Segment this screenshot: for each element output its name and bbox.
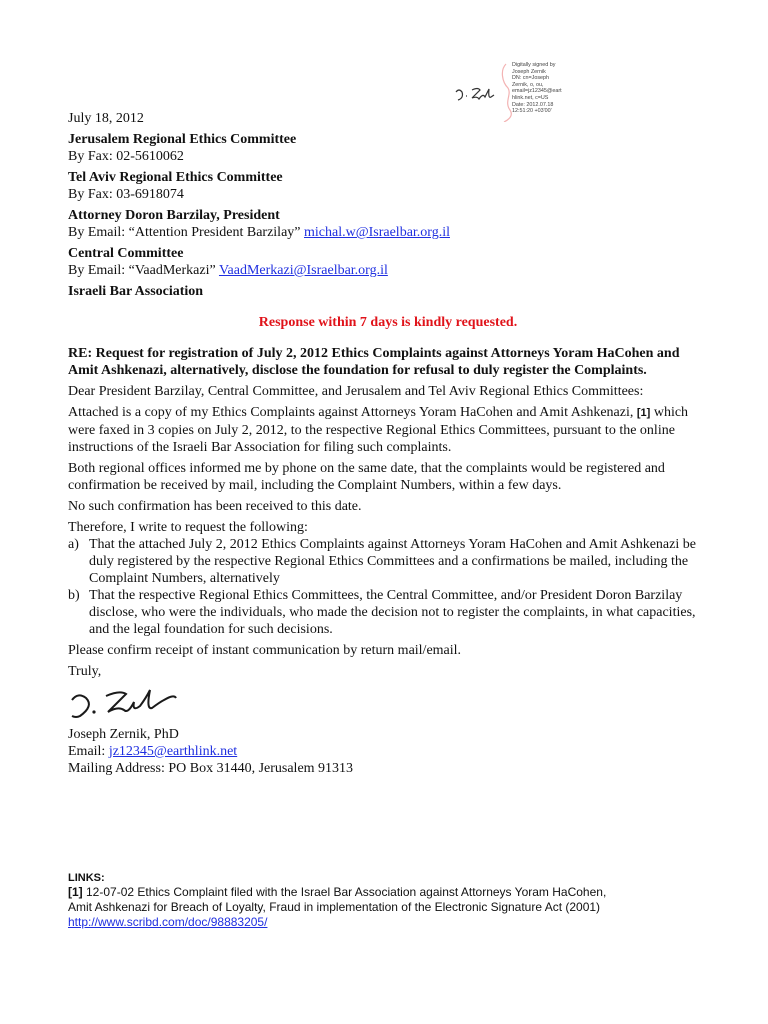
signature-detail-line: hlink.net, c=US <box>512 94 549 101</box>
handwritten-signature <box>68 680 708 726</box>
scribd-document-link[interactable]: http://www.scribd.com/doc/98883205/ <box>68 915 268 929</box>
paragraph-text: Attached is a copy of my Ethics Complaints against Attorneys Yoram HaCohen and Amit Ashkenazi, <box>68 405 637 420</box>
organization-name: Israeli Bar Association <box>68 284 204 299</box>
recipient-contact-prefix: By Email: “VaadMerkazi” <box>68 263 219 278</box>
recipient-jerusalem <box>68 131 708 165</box>
signature-detail-line: Zernik, o, ou, <box>512 81 544 88</box>
salutation: Dear President Barzilay, Central Committee, and Jerusalem and Tel Aviv Regional Ethics Committees: <box>68 384 644 399</box>
mailing-address: Mailing Address: PO Box 31440, Jerusalem 91313 <box>68 761 354 776</box>
recipient-contact: By Fax: 03-6918074 <box>68 187 184 202</box>
signer-email <box>68 743 708 760</box>
reference-marker: [1] <box>636 407 651 419</box>
recipient-name: Central Committee <box>68 246 184 261</box>
signature-detail-line: Date: 2012.07.18 <box>512 101 554 108</box>
link-reference-line <box>68 885 708 900</box>
links-heading: LINKS: <box>68 872 105 884</box>
paragraph-confirm-receipt: Please confirm receipt of instant communication by return mail/email. <box>68 643 462 658</box>
subject-line: RE: Request for registration of July 2, 2012 Ethics Complaints against Attorneys Yoram HaCohen and Amit Ashkenazi, alternatively, disclose the foundation for refusal to duly register the Complaints. <box>68 346 680 378</box>
recipient-contact-prefix: By Email: “Attention President Barzilay” <box>68 225 304 240</box>
request-text: That the respective Regional Ethics Committees, the Central Committee, and/or President Doron Barzilay disclose, who were the individuals, who made the decision not to register the complaints, in what capacities, and the legal foundation for such decisions. <box>89 588 696 637</box>
digital-signature-text <box>512 62 572 115</box>
link-description-continued: Amit Ashkenazi for Breach of Loyalty, Fraud in implementation of the Electronic Signature Act (2001) <box>68 900 601 914</box>
list-marker: a) <box>68 537 79 552</box>
signature-icon <box>68 682 198 726</box>
recipient-contact <box>68 224 708 241</box>
recipient-contact: By Fax: 02-5610062 <box>68 149 184 164</box>
signature-detail-line: Digitally signed by <box>512 62 556 68</box>
recipient-name: Attorney Doron Barzilay, President <box>68 208 280 223</box>
central-committee-email-link[interactable]: VaadMerkazi@Israelbar.org.il <box>218 263 388 278</box>
list-marker: b) <box>68 588 80 603</box>
request-text: That the attached July 2, 2012 Ethics Complaints against Attorneys Yoram HaCohen and Amit Ashkenazi be duly registered by the respective Regional Ethics Committees and a confirmations be mailed, including the Complaint Numbers, alternatively <box>89 537 696 586</box>
recipient-contact <box>68 262 708 279</box>
letter-header <box>68 110 708 777</box>
signer-name: Joseph Zernik, PhD <box>68 727 179 742</box>
paragraph-phone: Both regional offices informed me by phone on the same date, that the complaints would be registered and confirmation be received by mail, including the Complaint Numbers, within a few days. <box>68 461 665 493</box>
recipient-president <box>68 207 708 241</box>
closing: Truly, <box>68 664 102 679</box>
signer-email-link[interactable]: jz12345@earthlink.net <box>108 744 238 759</box>
reference-marker: [1] <box>68 885 83 899</box>
president-email-link[interactable]: michal.w@Israelbar.org.il <box>304 225 450 240</box>
request-item-a <box>68 536 708 587</box>
signature-detail-line: email=jz12345@eart <box>512 88 562 95</box>
recipient-central-committee <box>68 245 708 279</box>
request-item-b <box>68 587 708 638</box>
paragraph-request-intro: Therefore, I write to request the following: <box>68 520 308 535</box>
signature-detail-line: Joseph Zernik <box>512 68 546 75</box>
signature-detail-line: 12:51:20 +03'00' <box>512 108 552 115</box>
recipient-name: Tel Aviv Regional Ethics Committee <box>68 170 283 185</box>
signature-detail-line: DN: cn=Joseph <box>512 75 550 82</box>
recipient-name: Jerusalem Regional Ethics Committee <box>68 132 297 147</box>
recipient-tel-aviv <box>68 169 708 203</box>
paragraph-text: which were faxed in 3 copies on July 2, 2012, to the respective Regional Ethics Committees, pursuant to the online instructions of the Israeli Bar Association for filing such complaints. <box>68 405 689 455</box>
response-notice: Response within 7 days is kindly requested. <box>258 315 518 330</box>
paragraph-no-confirmation: No such confirmation has been received to this date. <box>68 499 362 514</box>
letter-date: July 18, 2012 <box>68 111 144 126</box>
link-description: 12-07-02 Ethics Complaint filed with the Israel Bar Association against Attorneys Yoram HaCohen, <box>82 885 607 899</box>
paragraph-attached <box>68 404 708 456</box>
email-label: Email: <box>68 744 109 759</box>
links-section <box>68 872 708 930</box>
